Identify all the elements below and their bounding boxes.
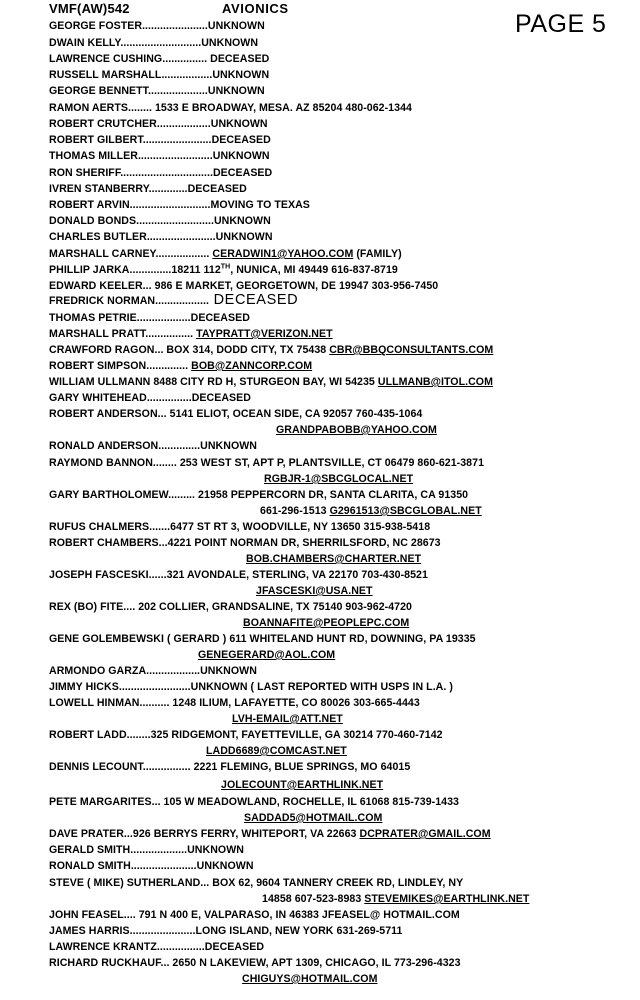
roster-entry: PETE MARGARITES... 105 W MEADOWLAND, ROCHELLE, IL 61068 815-739-1433 <box>49 796 459 808</box>
roster-entry: LAWRENCE KRANTZ................DECEASED <box>49 941 265 953</box>
email-link[interactable]: CERADWIN1@YAHOO.COM <box>212 248 354 260</box>
email-link[interactable]: JOLECOUNT@EARTHLINK.NET <box>221 779 384 791</box>
roster-entry: RONALD ANDERSON..............UNKNOWN <box>49 440 257 452</box>
roster-entry: LAWRENCE CUSHING............... DECEASED <box>49 53 270 65</box>
roster-entry: ROBERT CHAMBERS...4221 POINT NORMAN DR, SHERRILSFORD, NC 28673 <box>49 537 441 549</box>
email-link[interactable]: BOB.CHAMBERS@CHARTER.NET <box>246 553 422 565</box>
roster-entry: MARSHALL PRATT................ TAYPRATT@VERIZON.NET <box>49 328 333 340</box>
email-link[interactable]: JFASCESKI@USA.NET <box>256 585 373 597</box>
roster-entry: JAMES HARRIS......................LONG ISLAND, NEW YORK 631-269-5711 <box>49 925 403 937</box>
email-link[interactable]: CHIGUYS@HOTMAIL.COM <box>242 973 378 985</box>
roster-entry: RONALD SMITH......................UNKNOWN <box>49 860 254 872</box>
roster-entry-continuation: 14858 607-523-8983 STEVEMIKES@EARTHLINK.NET <box>262 893 530 905</box>
roster-entry: ROBERT ARVIN...........................MOVING TO TEXAS <box>49 199 310 211</box>
roster-entry: EDWARD KEELER... 986 E MARKET, GEORGETOWN, DE 19947 303-956-7450 <box>49 280 439 292</box>
email-link[interactable]: RGBJR-1@SBCGLOCAL.NET <box>264 473 414 485</box>
roster-entry: JIMMY HICKS........................UNKNOWN ( LAST REPORTED WITH USPS IN L.A. ) <box>49 681 453 693</box>
roster-entry: GEORGE FOSTER......................UNKNOWN <box>49 20 265 32</box>
roster-entry: RUFUS CHALMERS.......6477 ST RT 3, WOODVILLE, NY 13650 315-938-5418 <box>49 521 431 533</box>
email-link[interactable]: LADD6689@COMCAST.NET <box>206 745 347 757</box>
roster-entry: RICHARD RUCKHAUF... 2650 N LAKEVIEW, APT 1309, CHICAGO, IL 773-296-4323 <box>49 957 461 969</box>
roster-entry: RAMON AERTS........ 1533 E BROADWAY, MESA. AZ 85204 480-062-1344 <box>49 102 412 114</box>
roster-entry: RON SHERIFF...............................DECEASED <box>49 167 273 179</box>
roster-entry: GARY WHITEHEAD...............DECEASED <box>49 392 251 404</box>
roster-entry: ARMONDO GARZA..................UNKNOWN <box>49 665 257 677</box>
section-heading: AVIONICS <box>222 1 289 16</box>
roster-entry: WILLIAM ULLMANN 8488 CITY RD H, STURGEON BAY, WI 54235 ULLMANB@ITOL.COM <box>49 376 493 388</box>
roster-entry: DAVE PRATER...926 BERRYS FERRY, WHITEPORT, VA 22663 DCPRATER@GMAIL.COM <box>49 828 491 840</box>
roster-entry: JOHN FEASEL.... 791 N 400 E, VALPARASO, IN 46383 JFEASEL@ HOTMAIL.COM <box>49 909 460 921</box>
roster-entry: ROBERT GILBERT.......................DECEASED <box>49 134 271 146</box>
roster-entry: ROBERT ANDERSON... 5141 ELIOT, OCEAN SIDE, CA 92057 760-435-1064 <box>49 408 423 420</box>
roster-entry: CHARLES BUTLER.......................UNKNOWN <box>49 231 273 243</box>
email-link[interactable]: ULLMANB@ITOL.COM <box>377 376 493 388</box>
roster-entry: DONALD BONDS..........................UNKNOWN <box>49 215 271 227</box>
roster-entry: GARY BARTHOLOMEW......... 21958 PEPPERCORN DR, SANTA CLARITA, CA 91350 <box>49 489 469 501</box>
roster-entry: GERALD SMITH...................UNKNOWN <box>49 844 244 856</box>
unit-heading: VMF(AW)542 <box>49 1 130 16</box>
email-link[interactable]: TAYPRATT@VERIZON.NET <box>196 328 333 340</box>
roster-entry-continuation: 661-296-1513 G2961513@SBCGLOBAL.NET <box>260 505 482 517</box>
roster-entry: GEORGE BENNETT....................UNKNOWN <box>49 85 265 97</box>
roster-entry: JOSEPH FASCESKI......321 AVONDALE, STERLING, VA 22170 703-430-8521 <box>49 569 428 581</box>
roster-entry: FREDRICK NORMAN.................. DECEASED <box>49 292 299 308</box>
email-link[interactable]: CBR@BBQCONSULTANTS.COM <box>329 344 494 356</box>
roster-entry: ROBERT SIMPSON.............. BOB@ZANNCORP.COM <box>49 360 313 372</box>
roster-entry: IVREN STANBERRY.............DECEASED <box>49 183 247 195</box>
email-link[interactable]: G2961513@SBCGLOBAL.NET <box>329 505 482 517</box>
roster-entry: RAYMOND BANNON........ 253 WEST ST, APT P, PLANTSVILLE, CT 06479 860-621-3871 <box>49 457 485 469</box>
roster-entry: PHILLIP JARKA..............18211 112TH, NUNICA, MI 49449 616-837-8719 <box>49 263 398 276</box>
roster-entry: GENE GOLEMBEWSKI ( GERARD ) 611 WHITELAND HUNT RD, DOWNING, PA 19335 <box>49 633 476 645</box>
roster-entry: MARSHALL CARNEY.................. CERADWIN1@YAHOO.COM (FAMILY) <box>49 248 402 260</box>
email-link[interactable]: BOB@ZANNCORP.COM <box>191 360 313 372</box>
roster-entry: LOWELL HINMAN.......... 1248 ILIUM, LAFAYETTE, CO 80026 303-665-4443 <box>49 697 420 709</box>
email-link[interactable]: LVH-EMAIL@ATT.NET <box>232 713 343 725</box>
email-link[interactable]: GRANDPABOBB@YAHOO.COM <box>276 424 437 436</box>
roster-entry: RUSSELL MARSHALL.................UNKNOWN <box>49 69 270 81</box>
roster-entry: CRAWFORD RAGON... BOX 314, DODD CITY, TX 75438 CBR@BBQCONSULTANTS.COM <box>49 344 494 356</box>
roster-entry: REX (BO) FITE.... 202 COLLIER, GRANDSALINE, TX 75140 903-962-4720 <box>49 601 412 613</box>
roster-entry: ROBERT CRUTCHER..................UNKNOWN <box>49 118 268 130</box>
email-link[interactable]: SADDAD5@HOTMAIL.COM <box>244 812 383 824</box>
roster-entry: THOMAS MILLER.........................UNKNOWN <box>49 150 270 162</box>
roster-entry: ROBERT LADD........325 RIDGEMONT, FAYETTEVILLE, GA 30214 770-460-7142 <box>49 729 443 741</box>
roster-entry: THOMAS PETRIE..................DECEASED <box>49 312 250 324</box>
email-link[interactable]: DCPRATER@GMAIL.COM <box>359 828 491 840</box>
roster-entry: DENNIS LECOUNT................ 2221 FLEMING, BLUE SPRINGS, MO 64015 <box>49 761 411 773</box>
roster-entry: STEVE ( MIKE) SUTHERLAND... BOX 62, 9604 TANNERY CREEK RD, LINDLEY, NY <box>49 877 464 889</box>
email-link[interactable]: BOANNAFITE@PEOPLEPC.COM <box>243 617 410 629</box>
email-link[interactable]: STEVEMIKES@EARTHLINK.NET <box>364 893 530 905</box>
page-number: PAGE 5 <box>515 10 607 38</box>
email-link[interactable]: GENEGERARD@AOL.COM <box>198 649 336 661</box>
roster-entry: DWAIN KELLY...........................UNKNOWN <box>49 37 259 49</box>
